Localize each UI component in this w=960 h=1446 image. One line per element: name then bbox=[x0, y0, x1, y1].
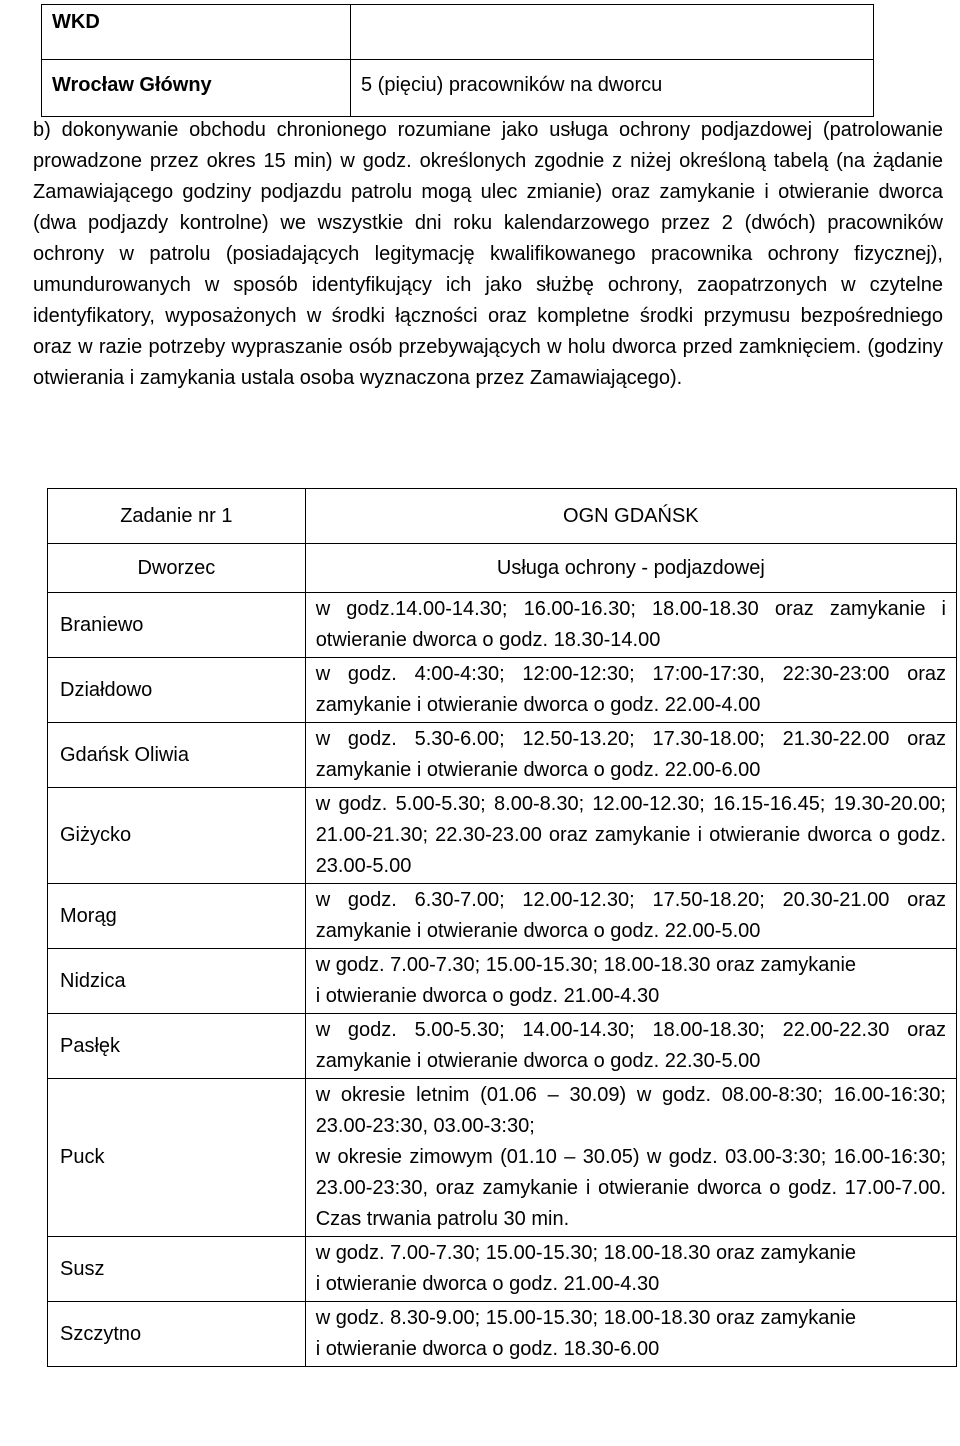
patrol-hours: w godz. 5.30-6.00; 12.50-13.20; 17.30-18.00; 21.30-22.00 oraz zamykanie i otwieranie dworca o godz. 22.00-6.00 bbox=[305, 723, 956, 788]
patrol-hours: w godz.14.00-14.30; 16.00-16.30; 18.00-18.30 oraz zamykanie i otwieranie dworca o godz. 18.30-14.00 bbox=[305, 593, 956, 658]
patrol-hours: w godz. 8.30-9.00; 15.00-15.30; 18.00-18.30 oraz zamykanie i otwieranie dworca o godz. 18.30-6.00 bbox=[305, 1302, 956, 1367]
station-name: Pasłęk bbox=[48, 1014, 306, 1079]
station-name: Braniewo bbox=[48, 593, 306, 658]
table-row bbox=[42, 5, 874, 60]
header-task-number: Zadanie nr 1 bbox=[48, 489, 306, 544]
station-name: Puck bbox=[48, 1079, 306, 1237]
table-row bbox=[48, 1302, 957, 1367]
stations-staffing-table bbox=[41, 4, 874, 117]
patrol-hours: w okresie letnim (01.06 – 30.09) w godz. 08.00-8:30; 16.00-16:30; 23.00-23:30, 03.00-3:30; w okresie zimowym (01.10 – 30.05) w godz. 03.00-3:30; 16.00-16:30; 23.00-23:30, oraz zamykanie i otwieranie dworca o godz. 17.00-7.00. Czas trwania patrolu 30 min. bbox=[305, 1079, 956, 1237]
table-row bbox=[48, 723, 957, 788]
station-name: Gdańsk Oliwia bbox=[48, 723, 306, 788]
table-row bbox=[48, 949, 957, 1014]
patrol-schedule-table bbox=[47, 488, 957, 1367]
table-row bbox=[48, 1079, 957, 1237]
table-cell: 5 (pięciu) pracowników na dworcu bbox=[351, 60, 874, 117]
station-name: Działdowo bbox=[48, 658, 306, 723]
patrol-hours: w godz. 4:00-4:30; 12:00-12:30; 17:00-17:30, 22:30-23:00 oraz zamykanie i otwieranie dworca o godz. 22.00-4.00 bbox=[305, 658, 956, 723]
patrol-hours: w godz. 7.00-7.30; 15.00-15.30; 18.00-18.30 oraz zamykanie i otwieranie dworca o godz. 21.00-4.30 bbox=[305, 1237, 956, 1302]
patrol-hours: w godz. 7.00-7.30; 15.00-15.30; 18.00-18.30 oraz zamykanie i otwieranie dworca o godz. 21.00-4.30 bbox=[305, 949, 956, 1014]
station-name: Morąg bbox=[48, 884, 306, 949]
header-service: Usługa ochrony - podjazdowej bbox=[305, 544, 956, 593]
table-cell: Wrocław Główny bbox=[42, 60, 351, 117]
header-station: Dworzec bbox=[48, 544, 306, 593]
station-name: Nidzica bbox=[48, 949, 306, 1014]
table-cell bbox=[351, 5, 874, 60]
table-row bbox=[48, 658, 957, 723]
patrol-hours: w godz. 5.00-5.30; 14.00-14.30; 18.00-18.30; 22.00-22.30 oraz zamykanie i otwieranie dworca o godz. 22.30-5.00 bbox=[305, 1014, 956, 1079]
station-name: Szczytno bbox=[48, 1302, 306, 1367]
header-region: OGN GDAŃSK bbox=[305, 489, 956, 544]
station-name: Susz bbox=[48, 1237, 306, 1302]
service-description-paragraph: b) dokonywanie obchodu chronionego rozumiane jako usługa ochrony podjazdowej (patrolowanie prowadzone przez okres 15 min) w godz. określonych zgodnie z niżej określoną tabelą (na żądanie Zamawiającego godziny podjazdu patrolu mogą ulec zmianie) oraz zamykanie i otwieranie dworca (dwa podjazdy kontrolne) we wszystkie dni roku kalendarzowego przez 2 (dwóch) pracowników ochrony w patrolu (posiadających legitymację kwalifikowanego pracownika ochrony fizycznej), umundurowanych w sposób identyfikujący ich jako służbę ochrony, zaopatrzonych w czytelne identyfikatory, wyposażonych w środki łączności oraz kompletne środki przymusu bezpośredniego oraz w razie potrzeby wypraszanie osób przebywających w holu dworca przed zamknięciem. (godziny otwierania i zamykania ustala osoba wyznaczona przez Zamawiającego). bbox=[33, 119, 943, 389]
station-name: Giżycko bbox=[48, 788, 306, 884]
table-header-row bbox=[48, 544, 957, 593]
table-header-row bbox=[48, 489, 957, 544]
patrol-hours: w godz. 5.00-5.30; 8.00-8.30; 12.00-12.30; 16.15-16.45; 19.30-20.00; 21.00-21.30; 22.30-23.00 oraz zamykanie i otwieranie dworca o godz. 23.00-5.00 bbox=[305, 788, 956, 884]
table-row bbox=[48, 593, 957, 658]
table-row bbox=[48, 788, 957, 884]
table-cell: WKD bbox=[42, 5, 351, 60]
table-row bbox=[42, 60, 874, 117]
table-row bbox=[48, 1237, 957, 1302]
table-row bbox=[48, 884, 957, 949]
patrol-hours: w godz. 6.30-7.00; 12.00-12.30; 17.50-18.20; 20.30-21.00 oraz zamykanie i otwieranie dworca o godz. 22.00-5.00 bbox=[305, 884, 956, 949]
table-row bbox=[48, 1014, 957, 1079]
